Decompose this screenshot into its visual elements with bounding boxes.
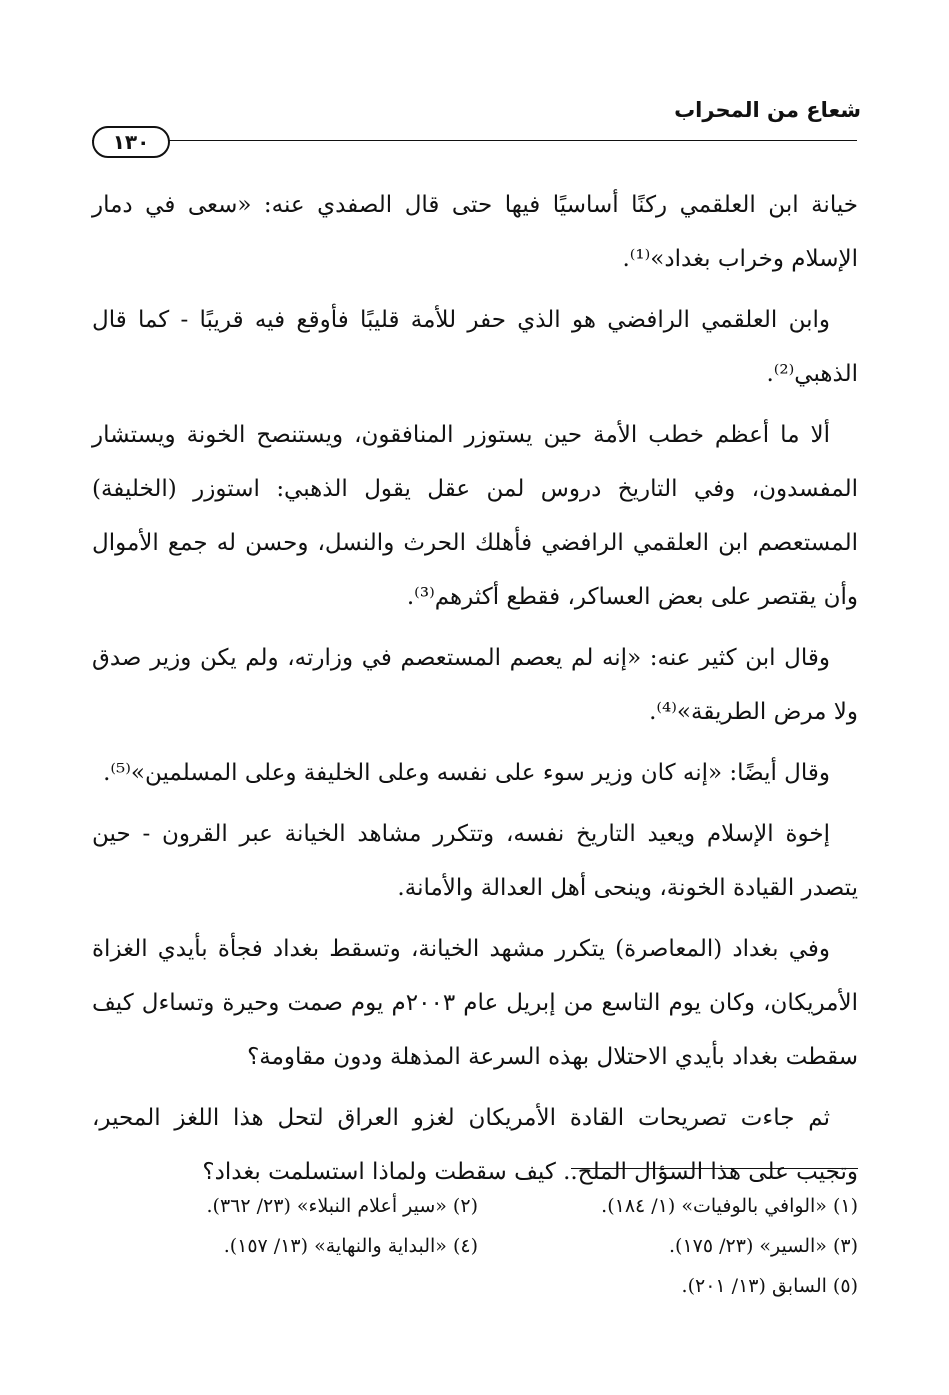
header-rule [92, 140, 857, 141]
paragraph: وابن العلقمي الرافضي هو الذي حفر للأمة قليبًا فأوقع فيه قريبًا - كما قال الذهبي⁽²⁾. [92, 307, 858, 387]
paragraph: ألا ما أعظم خطب الأمة حين يستوزر المنافقون، ويستنصح الخونة ويستشار المفسدون، وفي التاريخ دروس لمن عقل يقول الذهبي: استوزر (الخليفة) المستعصم ابن العلقمي الرافضي فأهلك الحرث والنسل، وحسن له جمع الأموال وأن يقتصر على بعض العساكر، فقطع أكثرهم⁽³⁾. [92, 422, 858, 610]
footnote-4: (٤) «البداية والنهاية» (١٣/ ١٥٧). [223, 1235, 478, 1257]
page-number: ١٣٠ [92, 126, 170, 158]
footnote-row [92, 1266, 858, 1306]
footnote-1: (١) «الوافي بالوفيات» (١/ ١٨٤). [601, 1195, 858, 1217]
running-title: شعاع من المحراب [674, 98, 861, 122]
footnote-row [92, 1226, 858, 1266]
footnote-2: (٢) «سير أعلام النبلاء» (٢٣/ ٣٦٢). [206, 1195, 478, 1217]
paragraph: وقال أيضًا: «إنه كان وزير سوء على نفسه وعلى الخليفة وعلى المسلمين»⁽⁵⁾. [103, 760, 830, 786]
paragraph: إخوة الإسلام ويعيد التاريخ نفسه، وتتكرر مشاهد الخيانة عبر القرون - حين يتصدر القيادة الخونة، وينحى أهل العدالة والأمانة. [92, 821, 858, 901]
footnote-5: (٥) السابق (١٣/ ٢٠١). [681, 1275, 858, 1297]
footnote-3: (٣) «السير» (٢٣/ ١٧٥). [669, 1235, 858, 1257]
footnotes [92, 1186, 858, 1306]
paragraph: خيانة ابن العلقمي ركنًا أساسيًا فيها حتى قال الصفدي عنه: «سعى في دمار الإسلام وخراب بغداد»⁽¹⁾. [92, 192, 858, 272]
body-text [92, 178, 858, 1206]
paragraph: وفي بغداد (المعاصرة) يتكرر مشهد الخيانة، وتسقط بغداد فجأة بأيدي الغزاة الأمريكان، وكان يوم التاسع من إبريل عام ٢٠٠٣م يوم صمت وحيرة وتساءل كيف سقطت بغداد بأيدي الاحتلال بهذه السرعة المذهلة ودون مقاومة؟ [92, 936, 859, 1070]
footnote-rule [571, 1168, 858, 1169]
footnote-row [92, 1186, 858, 1226]
paragraph: وقال ابن كثير عنه: «إنه لم يعصم المستعصم في وزارته، ولم يكن وزير صدق ولا مرض الطريقة»⁽⁴⁾. [92, 645, 858, 725]
paragraph: ثم جاءت تصريحات القادة الأمريكان لغزو العراق لتحل هذا اللغز المحير، وتجيب على هذا السؤال الملح.. كيف سقطت ولماذا استسلمت بغداد؟ [92, 1105, 858, 1185]
